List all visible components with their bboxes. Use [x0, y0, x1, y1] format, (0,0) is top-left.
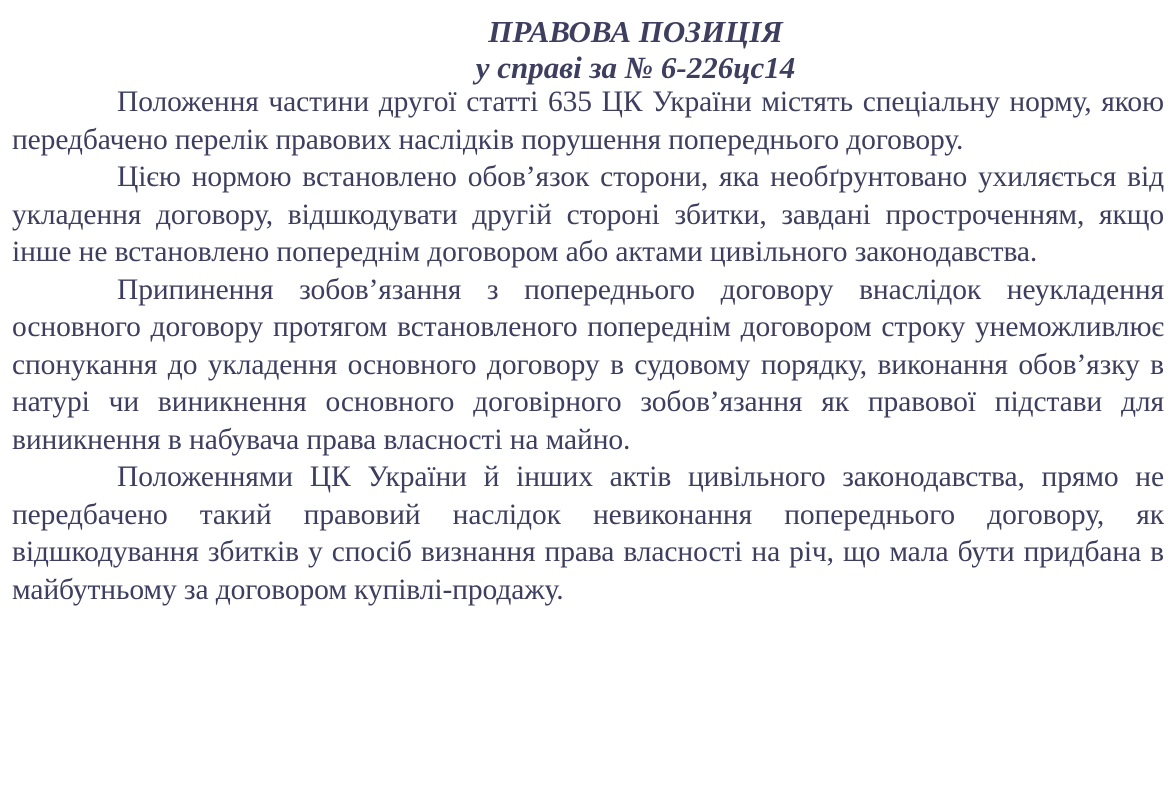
paragraph-no-ownership-remedy: Положеннями ЦК України й інших актів цивільного законодавства, прямо не передбачено такий правовий наслідок невиконання попереднього договору, як відшкодування збитків у спосіб визнання права власності на річ, що мала бути придбана в майбутньому за договором купівлі-продажу. — [12, 461, 1164, 606]
document-body — [12, 84, 1164, 609]
document-title: ПРАВОВА ПОЗИЦІЯ — [488, 14, 783, 49]
paragraph-termination-of-obligation: Припинення зобов’язання з попереднього договору внаслідок неукладення основного договору протягом встановленого попереднім договором строку унеможливлює спонукання до укладення основного договору в судовому порядку, виконання обов’язку в натурі чи виникнення основного договірного зобов’язання як правової підстави для виникнення в набувача права власності на майно. — [12, 273, 1164, 456]
case-number-subtitle: у справі за № 6-226цс14 — [475, 50, 796, 85]
paragraph-damages-obligation: Цією нормою встановлено обов’язок сторони, яка необґрунтовано ухиляється від укладення договору, відшкодувати другій стороні збитки, завдані простроченням, якщо інше не встановлено попереднім договором або актами цивільного законодавства. — [12, 161, 1164, 268]
paragraph-article-635: Положення частини другої статті 635 ЦК України містять спеціальну норму, якою передбачено перелік правових наслідків порушення попереднього договору. — [12, 86, 1164, 156]
legal-position-document — [12, 14, 1164, 609]
